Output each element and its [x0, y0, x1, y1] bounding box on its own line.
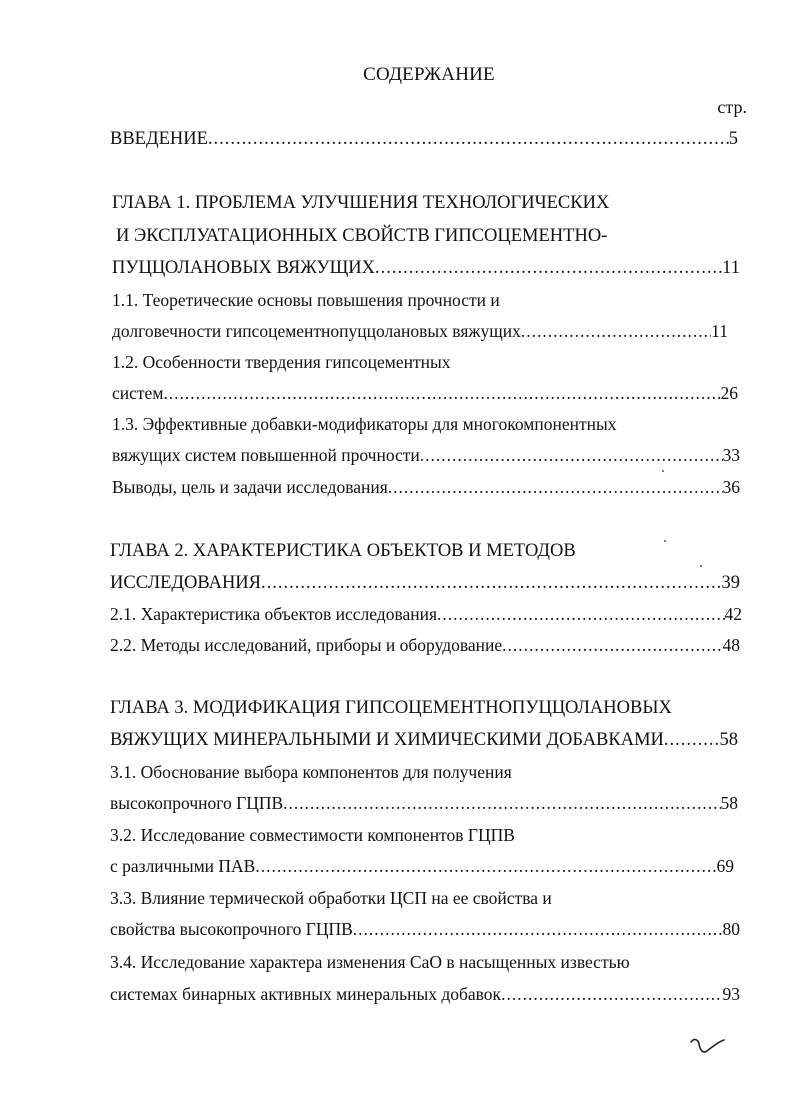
leader-dots: [261, 572, 722, 594]
toc-entry: [112, 351, 451, 373]
toc-entry-page: 39: [721, 573, 740, 593]
toc-entry-text: 3.4. Исследование характера изменения СаО в насыщенных известью: [110, 952, 630, 972]
toc-entry: [110, 540, 576, 562]
leader-dots: [388, 476, 723, 498]
leader-dots: [664, 729, 720, 751]
toc-entry-text: долговечности гипсоцементнопуццолановых вяжущих: [112, 321, 521, 341]
leader-dots: [163, 382, 720, 404]
scan-speck: [664, 540, 666, 542]
toc-entry: [110, 983, 740, 1005]
leader-dots: [437, 603, 724, 625]
leader-dots: [375, 257, 722, 279]
toc-entry: [110, 128, 738, 150]
page-title: СОДЕРЖАНИЕ: [363, 64, 495, 85]
toc-entry-page: 33: [722, 445, 740, 465]
toc-entry-text: системах бинарных активных минеральных добавок: [110, 984, 502, 1004]
toc-entry: [110, 634, 740, 656]
toc-entry: [112, 444, 740, 466]
toc-entry-text: 1.2. Особенности твердения гипсоцементных: [112, 352, 451, 372]
toc-entry-text: вяжущих систем повышенной прочности: [112, 445, 420, 465]
toc-entry-text: 1.3. Эффективные добавки-модификаторы для многокомпонентных: [112, 414, 617, 434]
toc-entry-page: 58: [719, 730, 738, 750]
leader-dots: [420, 444, 723, 466]
toc-entry-text: ГЛАВА 1. ПРОБЛЕМА УЛУЧШЕНИЯ ТЕХНОЛОГИЧЕСКИХ: [112, 193, 610, 213]
toc-entry: [112, 289, 500, 311]
toc-entry-page: 11: [711, 321, 728, 341]
toc-entry: [110, 792, 738, 814]
toc-entry-text: 3.2. Исследование совместимости компонентов ГЦПВ: [110, 825, 515, 845]
toc-entry: [110, 951, 630, 973]
toc-entry-text: И ЭКСПЛУАТАЦИОННЫХ СВОЙСТВ ГИПСОЦЕМЕНТНО-: [116, 226, 608, 246]
toc-entry: [110, 697, 672, 719]
leader-dots: [353, 918, 723, 940]
toc-entry: [112, 382, 738, 404]
toc-entry: [110, 918, 740, 940]
toc-entry: [112, 476, 740, 498]
scan-speck: [662, 470, 664, 472]
toc-entry: [110, 761, 512, 783]
leader-dots: [501, 983, 722, 1005]
toc-entry: [110, 729, 738, 751]
toc-entry-page: 69: [716, 856, 734, 876]
leader-dots: [255, 855, 716, 877]
toc-entry: [110, 603, 742, 625]
toc-entry: [110, 572, 740, 594]
toc-entry-page: 93: [722, 984, 740, 1004]
toc-entry-text: ВЯЖУЩИХ МИНЕРАЛЬНЫМИ И ХИМИЧЕСКИМИ ДОБАВКАМИ: [110, 730, 664, 750]
scan-speck: [700, 565, 702, 567]
toc-entry-text: с различными ПАВ: [110, 856, 256, 876]
toc-entry: [116, 225, 607, 247]
leader-dots: [521, 320, 711, 342]
toc-entry-text: ПУЦЦОЛАНОВЫХ ВЯЖУЩИХ: [112, 258, 376, 278]
toc-entry-page: 48: [722, 635, 740, 655]
toc-entry-text: 3.3. Влияние термической обработки ЦСП на ее свойства и: [110, 888, 552, 908]
toc-entry-text: ГЛАВА 3. МОДИФИКАЦИЯ ГИПСОЦЕМЕНТНОПУЦЦОЛАНОВЫХ: [110, 698, 672, 718]
toc-entry: [110, 887, 552, 909]
toc-entry-text: Выводы, цель и задачи исследования: [112, 477, 388, 497]
toc-entry-text: высокопрочного ГЦПВ: [110, 793, 284, 813]
leader-dots: [208, 128, 729, 150]
toc-entry-text: 3.1. Обоснование выбора компонентов для получения: [110, 762, 512, 782]
toc-entry-page: 26: [720, 383, 738, 403]
toc-entry-text: свойства высокопрочного ГЦПВ: [110, 919, 353, 939]
toc-entry-page: 58: [720, 793, 738, 813]
toc-entry: [110, 824, 515, 846]
toc-entry-text: 2.1. Характеристика объектов исследования: [110, 604, 438, 624]
page-column-label: стр.: [717, 97, 747, 117]
toc-entry-page: 42: [724, 604, 742, 624]
toc-entry-text: систем: [112, 383, 164, 403]
toc-entry-page: 36: [722, 477, 740, 497]
toc-entry: [112, 413, 617, 435]
leader-dots: [283, 792, 720, 814]
toc-entry-page: 80: [722, 919, 740, 939]
toc-entry: [112, 257, 740, 279]
toc-entry-page: 11: [722, 258, 740, 278]
toc-entry: [112, 192, 609, 214]
leader-dots: [502, 634, 722, 656]
toc-entry-text: ВВЕДЕНИЕ: [110, 129, 208, 149]
toc-entry: [110, 855, 734, 877]
handwritten-mark-icon: [688, 1034, 728, 1058]
toc-entry: [112, 320, 728, 342]
toc-entry-text: ГЛАВА 2. ХАРАКТЕРИСТИКА ОБЪЕКТОВ И МЕТОДОВ: [110, 541, 576, 561]
toc-entry-text: 1.1. Теоретические основы повышения прочности и: [112, 290, 500, 310]
toc-entry-page: 5: [728, 129, 738, 149]
toc-entry-text: 2.2. Методы исследований, приборы и оборудование: [110, 635, 503, 655]
toc-entry-text: ИССЛЕДОВАНИЯ: [110, 573, 261, 593]
